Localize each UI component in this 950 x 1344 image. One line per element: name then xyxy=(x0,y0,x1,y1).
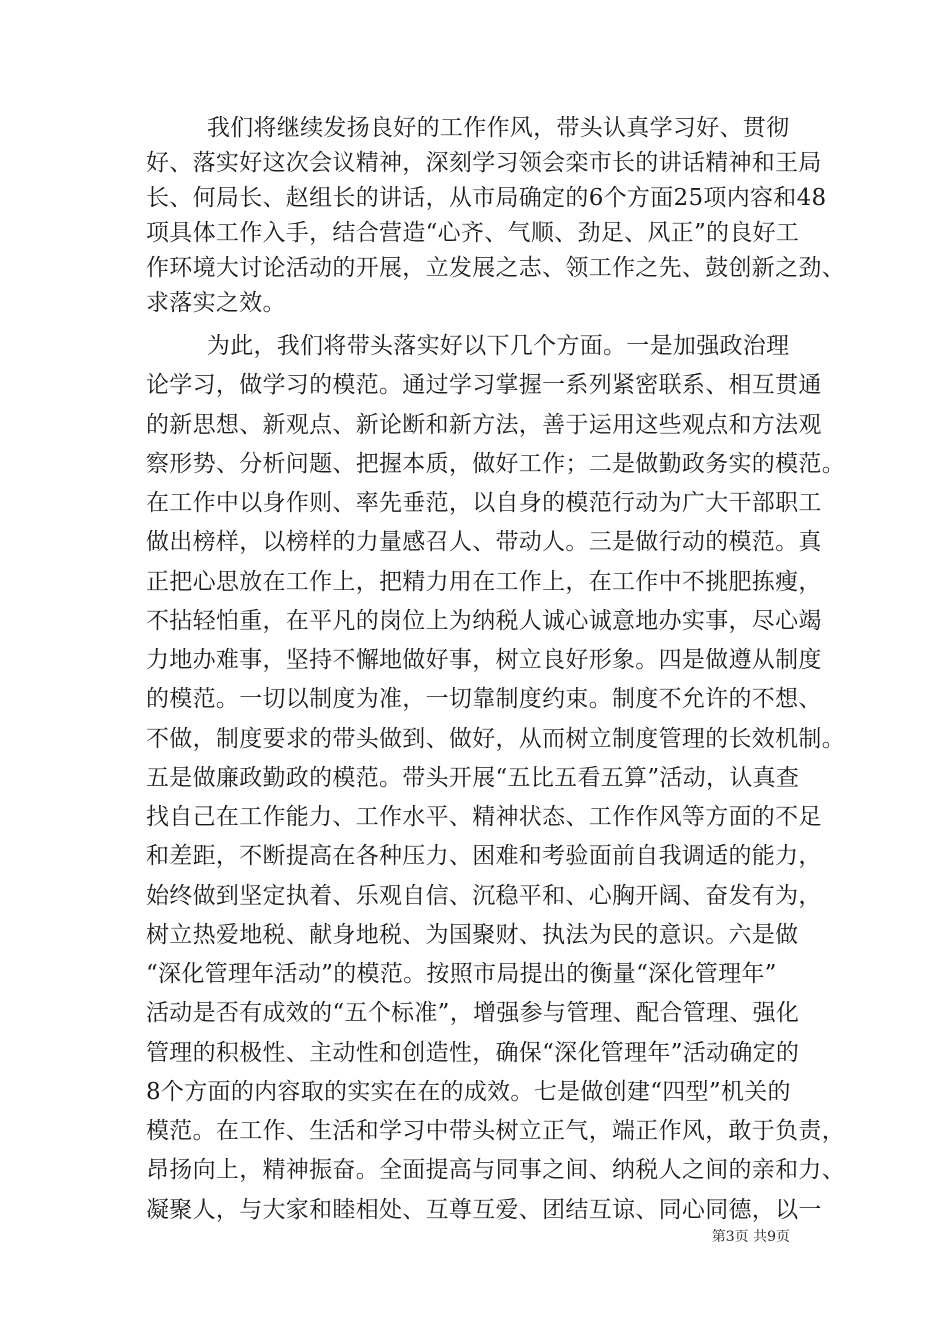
text-line: 作环境大讨论活动的开展，立发展之志、领工作之先、鼓创新之劲、 xyxy=(146,255,845,281)
text-line: 不拈轻怕重，在平凡的岗位上为纳税人诚心诚意地办实事，尽心竭 xyxy=(146,608,822,634)
text-line: 模范。在工作、生活和学习中带头树立正气，端正作风，敢于负责， xyxy=(146,1118,845,1144)
text-line: 我们将继续发扬良好的工作作风，带头认真学习好、贯彻 xyxy=(146,115,790,141)
text-line: 力地办难事，坚持不懈地做好事，树立良好形象。四是做遵从制度 xyxy=(146,647,822,673)
text-line: 凝聚人，与大家和睦相处、互尊互爱、团结互谅、同心同德，以一 xyxy=(146,1197,822,1223)
text-line: 始终做到坚定执着、乐观自信、沉稳平和、心胸开阔、奋发有为， xyxy=(146,883,822,909)
text-line: 8个方面的内容取的实实在在的成效。七是做创建“四型”机关的 xyxy=(146,1079,791,1105)
text-line: 管理的积极性、主动性和创造性，确保“深化管理年”活动确定的 xyxy=(146,1040,800,1066)
text-line: 活动是否有成效的“五个标准”，增强参与管理、配合管理、强化 xyxy=(146,1000,800,1026)
text-line: 做出榜样，以榜样的力量感召人、带动人。三是做行动的模范。真 xyxy=(146,529,822,555)
text-line: 和差距，不断提高在各种压力、困难和考验面前自我调适的能力， xyxy=(146,843,822,869)
text-line: 长、何局长、赵组长的讲话，从市局确定的6个方面25项内容和48 xyxy=(146,185,827,211)
text-line: 正把心思放在工作上，把精力用在工作上，在工作中不挑肥拣瘦， xyxy=(146,569,822,595)
text-line: 为此，我们将带头落实好以下几个方面。一是加强政治理 xyxy=(146,333,790,359)
text-line: 的模范。一切以制度为准，一切靠制度约束。制度不允许的不想、 xyxy=(146,686,822,712)
text-line: 论学习，做学习的模范。通过学习掌握一系列紧密联系、相互贯通 xyxy=(146,372,822,398)
page-number-footer: 第3页 共9页 xyxy=(711,1229,790,1245)
text-line: 树立热爱地税、献身地税、为国聚财、执法为民的意识。六是做 xyxy=(146,922,799,948)
text-line: 昂扬向上，精神振奋。全面提高与同事之间、纳税人之间的亲和力、 xyxy=(146,1157,845,1183)
text-line: 不做，制度要求的带头做到、做好，从而树立制度管理的长效机制。 xyxy=(146,726,845,752)
text-line: 五是做廉政勤政的模范。带头开展“五比五看五算”活动，认真查 xyxy=(146,765,800,791)
text-line: 的新思想、新观点、新论断和新方法，善于运用这些观点和方法观 xyxy=(146,412,822,438)
text-line: 在工作中以身作则、率先垂范，以自身的模范行动为广大干部职工 xyxy=(146,490,822,516)
text-line: 好、落实好这次会议精神，深刻学习领会栾市长的讲话精神和王局 xyxy=(146,150,822,176)
text-line: “深化管理年活动”的模范。按照市局提出的衡量“深化管理年” xyxy=(146,961,777,987)
text-line: 求落实之效。 xyxy=(146,290,286,316)
text-line: 项具体工作入手，结合营造“心齐、气顺、劲足、风正”的良好工 xyxy=(146,220,800,246)
text-line: 察形势、分析问题、把握本质，做好工作；二是做勤政务实的模范。 xyxy=(146,451,845,477)
text-line: 找自己在工作能力、工作水平、精神状态、工作作风等方面的不足 xyxy=(146,804,822,830)
